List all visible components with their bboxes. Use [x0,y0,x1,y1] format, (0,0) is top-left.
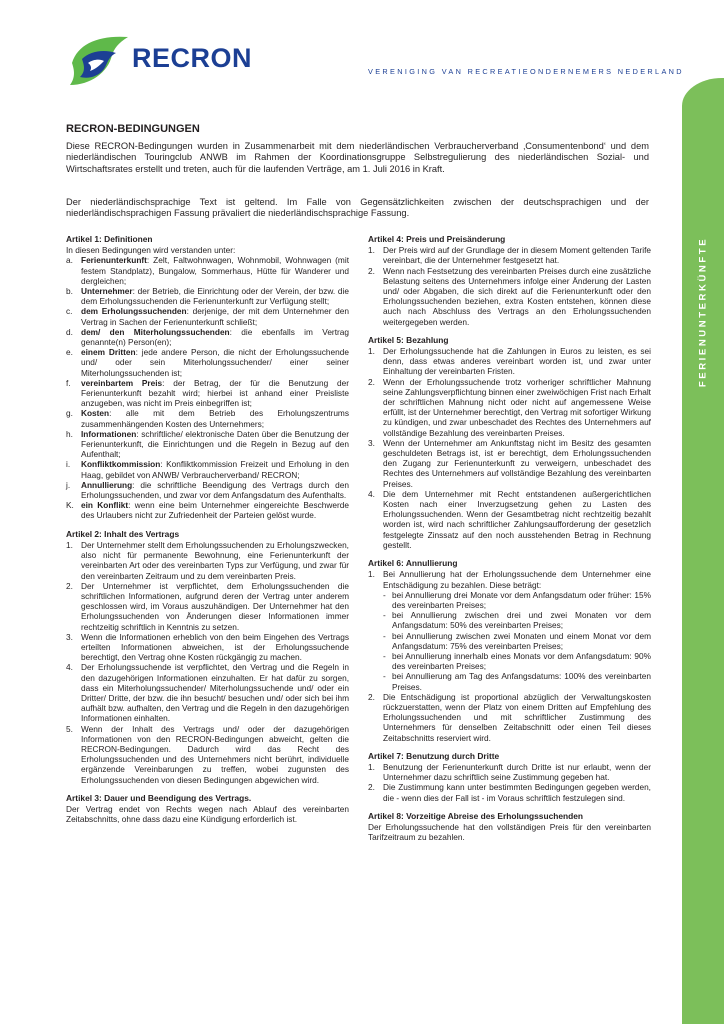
right-column [368,234,651,850]
article-heading: Artikel 4: Preis und Preisänderung [368,234,506,244]
list-item: 2. Die Entschädigung ist proportional abzüglich der Verwaltungskosten rückzuerstatten, wenn der Platz von einem Dritten auf Empfehlung des Erholungssuchenden und mit schriftlicher Zustimmung des Unternehmers für denselben Zeitabschnitt oder einen Teil dieses Zeitabschnitts reserviert wird. [368,691,651,743]
article-text: Der Vertrag endet von Rechts wegen nach Ablauf des vereinbarten Zeitabschnitts, ohne dass dazu eine Kündigung erforderlich ist. [66,803,349,825]
list-item: 2. Wenn nach Festsetzung des vereinbarten Preises durch eine zusätzliche Belastung seitens des Unternehmers infolge einer Änderung der Lasten und/ oder Abgaben, die sich direkt auf die Ferienunterkunft oder den Erholungssuchenden beziehen, extra Kosten entstehen, können diese auch nach Abschluss des Vertrags an den Erholungssuchenden weitergegeben werden. [368,265,651,327]
list-item: a. Ferienunterkunft: Zelt, Faltwohnwagen, Wohnmobil, Wohnwagen (mit festem Standplatz), Bungalow, Sommerhaus, Hütte für Wanderer und dergleichen; [66,255,349,286]
article-2 [66,529,349,785]
list-item: 3. Wenn der Unternehmer am Ankunftstag nicht im Besitz des gesamten geschuldeten Betrags ist, ist er berechtigt, dem Erholungssuchenden den Zugang zur Ferienunterkunft zu verweigern, unbeschadet des Rechtes des Unternehmers auf vollständige Bezahlung des vereinbarten Preises. [368,437,651,489]
list-item: 1. Bei Annullierung hat der Erholungssuchende dem Unternehmer eine Entschädigung zu bezahlen. Diese beträgt: - bei Annullierung drei Monate vor dem Anfangsdatum oder früher: 15% des vereinbarten Preises; - bei Annullierung zwischen drei und zwei Monaten vor dem Anfangsdatum: 50% des vereinbarten Preises; - bei Annullierung zwischen zwei Monaten und einem Monat vor dem Anfangsdatum: 75% des vereinbarten Preises; - bei Annullierung innerhalb eines Monats vor dem Anfangsdatum: 90% des vereinbarten Preises; - bei Annullierung am Tag des Anfangsdatums: 100% des vereinbarten Preises. [368,569,651,692]
article-heading: Artikel 2: Inhalt des Vertrags [66,528,180,539]
list-item: 1. Der Erholungssuchende hat die Zahlungen in Euros zu leisten, es sei denn, dass etwas anderes vereinbart worden ist, und zwar unter Einhaltung der vereinbarten Fristen. [368,346,651,377]
sidebar-band [682,78,724,1024]
article-5 [368,335,651,550]
article-heading: Artikel 3: Dauer und Beendigung des Vertrags. [66,792,252,803]
list-item: 1. Der Unternehmer stellt dem Erholungssuchenden zu Erholungszwecken, also nicht für permanente Bewohnung, eine Ferienunterkunft der vereinbarten Art oder des vereinbarten Typs zur Verfügung, und zwar für den vereinbarten Zeitraum und zu dem vereinbarten Preis. [66,539,349,581]
article-text: Der Erholungssuchende hat den vollständigen Preis für den vereinbarten Tarifzeitraum zu bezahlen. [368,821,651,843]
list-item: 4. Die dem Unternehmer mit Recht entstandenen außergerichtlichen Kosten nach einer Inverzugsetzung gehen zu Lasten des Erholungssuchenden. Wenn der Gesamtbetrag nicht rechtzeitig bezahlt worden ist, wird nach schriftlicher Zahlungsaufforderung der gesetzlich festgelegte Zinssatz auf den noch ausstehenden Betrag in Rechnung gestellt. [368,488,651,550]
article-heading: Artikel 7: Benutzung durch Dritte [368,750,500,761]
recron-logo[interactable] [68,33,258,89]
duck-logo-icon [68,33,132,89]
tagline: VERENIGING VAN RECREATIEONDERNEMERS NEDERLAND [368,67,684,76]
brand-name: RECRON [132,43,253,73]
list-item: e. einem Dritten: jede andere Person, die nicht der Erholungssuchende und/ oder sein Miterholungssuchender/ einer seiner Miterholungssuchenden ist; [66,347,349,378]
list-item: f. vereinbartem Preis: der Betrag, der für die Benutzung der Ferienunterkunft bezahlt wird; hierbei ist anhand einer Preisliste anzugeben, was nicht im Preis einbegriffen ist; [66,377,349,409]
sub-list-item: - bei Annullierung innerhalb eines Monats vor dem Anfangsdatum: 90% des vereinbarten Preises; [383,650,651,672]
left-column [66,234,349,832]
list-item: 1. Der Preis wird auf der Grundlage der in diesem Moment geltenden Tarife vereinbart, die der Unternehmer festgesetzt hat. [368,245,651,266]
list-item: 2. Der Unternehmer ist verpflichtet, dem Erholungssuchenden die schriftlichen Informationen, aufgrund deren der Vertrag unter anderem geschlossen wird, im Voraus auszuhändigen. Der Unternehmer hat den Erholungssuchenden von Änderungen dieser Informationen immer rechtzeitig schriftlich in Kenntnis zu setzen. [66,580,349,632]
article-6 [368,558,651,743]
list-item: b. Unternehmer: der Betrieb, die Einrichtung oder der Verein, der bzw. die dem Erholungssuchenden die Ferienunterkunft zur Verfügung stellt; [66,286,349,307]
list-item: 2. Die Zustimmung kann unter bestimmten Bedingungen gegeben werden, die - wenn dies der Fall ist - im Voraus schriftlich festzulegen sind. [368,782,651,803]
article-4 [368,234,651,327]
sub-list-item: - bei Annullierung zwischen zwei Monaten und einem Monat vor dem Anfangsdatum: 75% des vereinbarten Preises; [383,630,651,651]
list-item: 1. Benutzung der Ferienunterkunft durch Dritte ist nur erlaubt, wenn der Unternehmer dazu schriftlich seine Zustimmung gegeben hat. [368,761,651,783]
sub-list-item: - bei Annullierung am Tag des Anfangsdatums: 100% des vereinbarten Preises. [383,671,651,692]
list-item: j. Annullierung: die schriftliche Beendigung des Vertrags durch den Erholungssuchenden, und zwar vor dem Anfangsdatum des Aufenthalts. [66,479,349,501]
article-heading: Artikel 5: Bezahlung [368,334,449,345]
list-item: 5. Wenn der Inhalt des Vertrags und/ oder der dazugehörigen Informationen von den RECRON-Bedingungen abweicht, gelten die RECRON-Bedingungen. Dadurch wird das Recht des Erholungssuchenden und des Unternehmers nicht berührt, individuelle ergänzende Vereinbarungen zu treffen, wobei zugunsten des Erholungssuchenden von diesen Bedingungen abgewichen wird. [66,723,349,785]
article-3 [66,793,349,825]
list-item: i. Konfliktkommission: Konfliktkommission Freizeit und Erholung in den Haag, gebildet von ANWB/ Verbraucherverband/ RECRON; [66,459,349,480]
list-item: h. Informationen: schriftliche/ elektronische Daten über die Benutzung der Ferienunterkunft, die Einrichtungen und die Regeln in Bezug auf den Aufenthalt; [66,428,349,460]
intro-paragraph-1: Diese RECRON-Bedingungen wurden in Zusammenarbeit mit dem niederländischen Verbraucherverband ‚Consumentenbond‘ und dem niederländischen Touringclub ANWB im Rahmen der Koordinationsgruppe Selbstregulierung des niederländischen Sozial- und Wirtschaftsrates erstellt und treten, auch für die laufenden Verträge, am 1. Juli 2016 in Kraft. [66,141,649,174]
article-lead: In diesen Bedingungen wird verstanden unter: [66,245,236,256]
article-heading: Artikel 6: Annullierung [368,558,458,569]
sub-list-item: - bei Annullierung zwischen drei und zwei Monaten vor dem Anfangsdatum: 50% des vereinbarten Preises; [383,610,651,631]
list-item: g. Kosten: alle mit dem Betrieb des Erholungszentrums zusammenhängenden Kosten des Unternehmers; [66,408,349,429]
list-item: d. dem/ den Miterholungssuchenden: die ebenfalls im Vertrag genannte(n) Person(en); [66,326,349,348]
article-8 [368,811,651,843]
article-1 [66,234,349,521]
list-item: K. ein Konflikt: wenn eine beim Unternehmer eingereichte Beschwerde des Urlaubers nicht zur Zufriedenheit der Parteien gelöst wurde. [66,500,350,521]
article-heading: Artikel 8: Vorzeitige Abreise des Erholungssuchenden [368,810,584,821]
list-item: 2. Wenn der Erholungssuchende trotz vorheriger schriftlicher Mahnung seine Zahlungsverpflichtung binnen einer zweiwöchigen Frist nach Erhalt der schriftlichen Mahnung nicht oder nicht auf angemessene Weise erfüllt, ist der Unternehmer berechtigt, den Vertrag mit sofortiger Wirkung zu kündigen, und zwar unbeschadet des Rechtes des Unternehmers auf vollständige Bezahlung des vereinbarten Preises. [368,376,651,438]
sub-list-item: - bei Annullierung drei Monate vor dem Anfangsdatum oder früher: 15% des vereinbarten Preises; [383,589,651,610]
side-label: FERIENUNTERKÜNFTE [697,236,709,388]
article-heading: Artikel 1: Definitionen [66,234,153,244]
list-item: 4. Der Erholungssuchende ist verpflichtet, den Vertrag und die Regeln in den dazugehörigen Informationen einzuhalten. Er hat dafür zu sorgen, dass ein Miterholungssuchender/ Miterholungssuchende und/ oder ein Dritter/ Dritte, der bzw. die ihn besucht/ besuchen und/ oder sich bei ihm aufhält bzw. aufhalten, den Vertrag und die Regeln in den dazugehörigen Informationen einhalten. [66,662,350,724]
intro-paragraph-2: Der niederländischsprachige Text ist geltend. Im Falle von Gegensätzlichkeiten zwischen der deutschsprachigen und der niederländischsprachigen Fassung prävaliert die niederländischsprachige Fassung. [66,197,649,219]
list-item: 3. Wenn die Informationen erheblich von den beim Eingehen des Vertrags erteilten Informationen abweichen, ist der Erholungssuchende berechtigt, den Vertrag ohne Kosten rückgängig zu machen. [66,631,349,663]
list-item: c. dem Erholungssuchenden: derjenige, der mit dem Unternehmer den Vertrag in Sachen der Ferienunterkunft schließt; [66,306,350,327]
article-7 [368,751,651,803]
document-title: RECRON-BEDINGUNGEN [66,123,200,135]
